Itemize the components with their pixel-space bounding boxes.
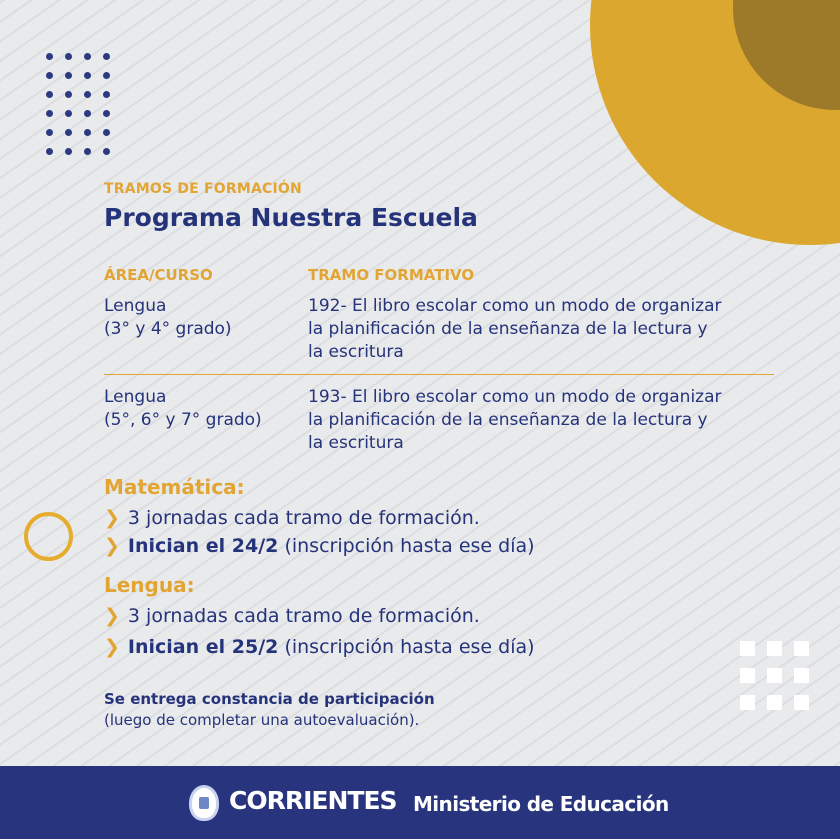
- description-line: 193- El libro escolar como un modo de organizar: [308, 387, 722, 407]
- start-date-text: Inician el 25/2: [127, 636, 279, 658]
- page-title: Programa Nuestra Escuela: [104, 203, 478, 232]
- description-line: la escritura: [308, 342, 404, 362]
- column-header-area: ÁREA/CURSO: [104, 266, 213, 284]
- section-kicker: TRAMOS DE FORMACIÓN: [104, 181, 302, 197]
- list-item: [104, 535, 535, 557]
- chevron-right-icon: ❯: [104, 636, 120, 658]
- chevron-right-icon: ❯: [104, 605, 120, 627]
- description-line: la planificación de la enseñanza de la lectura y: [308, 410, 708, 430]
- decorative-gold-ring: [24, 512, 73, 561]
- description-line: 192- El libro escolar como un modo de organizar: [308, 296, 722, 316]
- list-item: [104, 605, 480, 627]
- province-crest-icon: [189, 785, 219, 821]
- table-row-1-description: [308, 295, 778, 364]
- list-item: [104, 507, 480, 529]
- table-row-2-description: [308, 386, 778, 455]
- ministry-name: Ministerio de Educación: [413, 792, 669, 816]
- list-item: [104, 636, 535, 658]
- area-name: Lengua: [104, 387, 167, 407]
- table-row-2-area: [104, 386, 304, 432]
- start-date-text: Inician el 24/2: [127, 535, 279, 557]
- column-header-tramo: TRAMO FORMATIVO: [308, 266, 475, 284]
- description-line: la escritura: [308, 433, 404, 453]
- decorative-square-grid: [740, 641, 809, 710]
- table-row-1-area: [104, 295, 304, 341]
- registration-note: (inscripción hasta ese día): [284, 535, 535, 557]
- bullet-text: 3 jornadas cada tramo de formación.: [127, 605, 480, 627]
- area-name: Lengua: [104, 296, 167, 316]
- description-line: la planificación de la enseñanza de la lectura y: [308, 319, 708, 339]
- certificate-condition: (luego de completar una autoevaluación).: [104, 711, 420, 729]
- footer-bar: [0, 766, 840, 839]
- certificate-note: Se entrega constancia de participación: [104, 690, 435, 708]
- chevron-right-icon: ❯: [104, 507, 120, 529]
- brand-logo-text: CORRIENTES: [229, 786, 397, 815]
- registration-note: (inscripción hasta ese día): [284, 636, 535, 658]
- area-grade: (5°, 6° y 7° grado): [104, 410, 262, 430]
- decorative-dot-grid: [46, 53, 110, 155]
- section-heading-matematica: Matemática:: [104, 475, 245, 499]
- section-heading-lengua: Lengua:: [104, 573, 195, 597]
- row-divider: [104, 374, 774, 375]
- chevron-right-icon: ❯: [104, 535, 120, 557]
- area-grade: (3° y 4° grado): [104, 319, 232, 339]
- bullet-text: 3 jornadas cada tramo de formación.: [127, 507, 480, 529]
